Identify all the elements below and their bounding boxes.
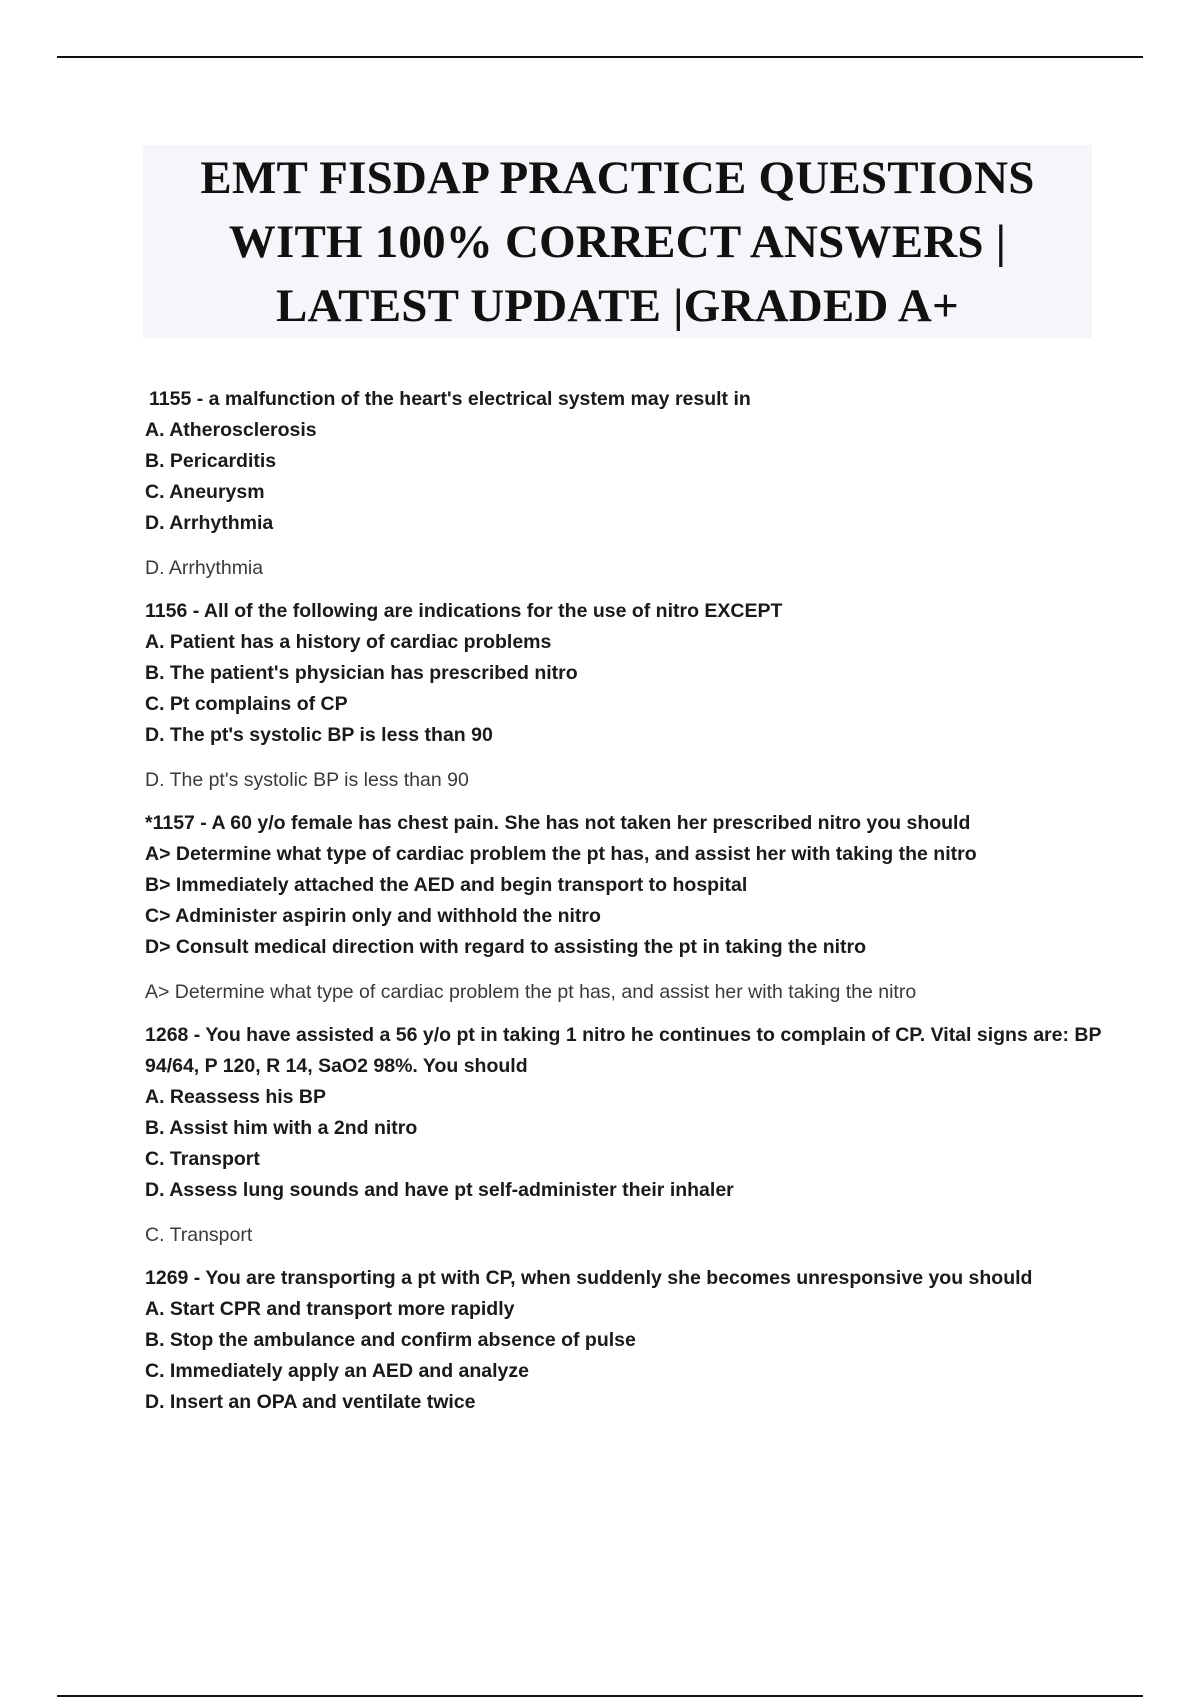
option-c: C. Transport — [145, 1148, 260, 1170]
answer-text: C. Transport — [145, 1224, 253, 1246]
option-b: B. Pericarditis — [145, 450, 277, 472]
question-text: 1269 - You are transporting a pt with CP, when suddenly she becomes unresponsive you should — [145, 1267, 1033, 1289]
title-line-2: WITH 100% CORRECT ANSWERS | — [228, 215, 1007, 268]
title-line-1: EMT FISDAP PRACTICE QUESTIONS — [200, 151, 1035, 204]
option-b: B> Immediately attached the AED and begin transport to hospital — [145, 874, 748, 896]
answer-text: D. The pt's systolic BP is less than 90 — [145, 769, 469, 791]
question-block-1157 — [145, 808, 1105, 1008]
option-c: C. Immediately apply an AED and analyze — [145, 1360, 529, 1382]
question-list — [145, 384, 1105, 1430]
document-title — [200, 146, 1034, 338]
answer-text: D. Arrhythmia — [145, 557, 264, 579]
option-c: C. Pt complains of CP — [145, 693, 348, 715]
option-a: A. Start CPR and transport more rapidly — [145, 1298, 515, 1320]
question-text: 1268 - You have assisted a 56 y/o pt in taking 1 nitro he continues to complain of CP. Vital signs are: BP 94/64, P 120, R 14, SaO2 98%. You should — [145, 1024, 1102, 1077]
question-block-1269 — [145, 1263, 1105, 1418]
question-text: *1157 - A 60 y/o female has chest pain. She has not taken her prescribed nitro you should — [145, 812, 971, 834]
top-rule — [57, 56, 1143, 58]
option-a: A> Determine what type of cardiac problem the pt has, and assist her with taking the nitro — [145, 843, 977, 865]
question-text: 1155 - a malfunction of the heart's electrical system may result in — [149, 388, 751, 410]
option-d: D. The pt's systolic BP is less than 90 — [145, 724, 493, 746]
option-b: B. The patient's physician has prescribed nitro — [145, 662, 578, 684]
option-b: B. Stop the ambulance and confirm absence of pulse — [145, 1329, 636, 1351]
question-block-1156 — [145, 596, 1105, 796]
question-block-1268 — [145, 1020, 1105, 1251]
option-a: A. Patient has a history of cardiac problems — [145, 631, 552, 653]
option-d: D. Assess lung sounds and have pt self-administer their inhaler — [145, 1179, 734, 1201]
option-a: A. Reassess his BP — [145, 1086, 327, 1108]
title-line-3: LATEST UPDATE |GRADED A+ — [275, 279, 960, 332]
option-a: A. Atherosclerosis — [145, 419, 317, 441]
question-block-1155 — [145, 384, 1105, 584]
title-banner — [143, 145, 1092, 338]
answer-text: A> Determine what type of cardiac problem the pt has, and assist her with taking the nitro — [145, 981, 917, 1003]
question-text: 1156 - All of the following are indications for the use of nitro EXCEPT — [145, 600, 783, 622]
option-c: C. Aneurysm — [145, 481, 265, 503]
option-c: C> Administer aspirin only and withhold the nitro — [145, 905, 601, 927]
option-d: D. Insert an OPA and ventilate twice — [145, 1391, 476, 1413]
option-d: D> Consult medical direction with regard to assisting the pt in taking the nitro — [145, 936, 867, 958]
option-d: D. Arrhythmia — [145, 512, 274, 534]
option-b: B. Assist him with a 2nd nitro — [145, 1117, 418, 1139]
bottom-rule — [57, 1695, 1143, 1697]
